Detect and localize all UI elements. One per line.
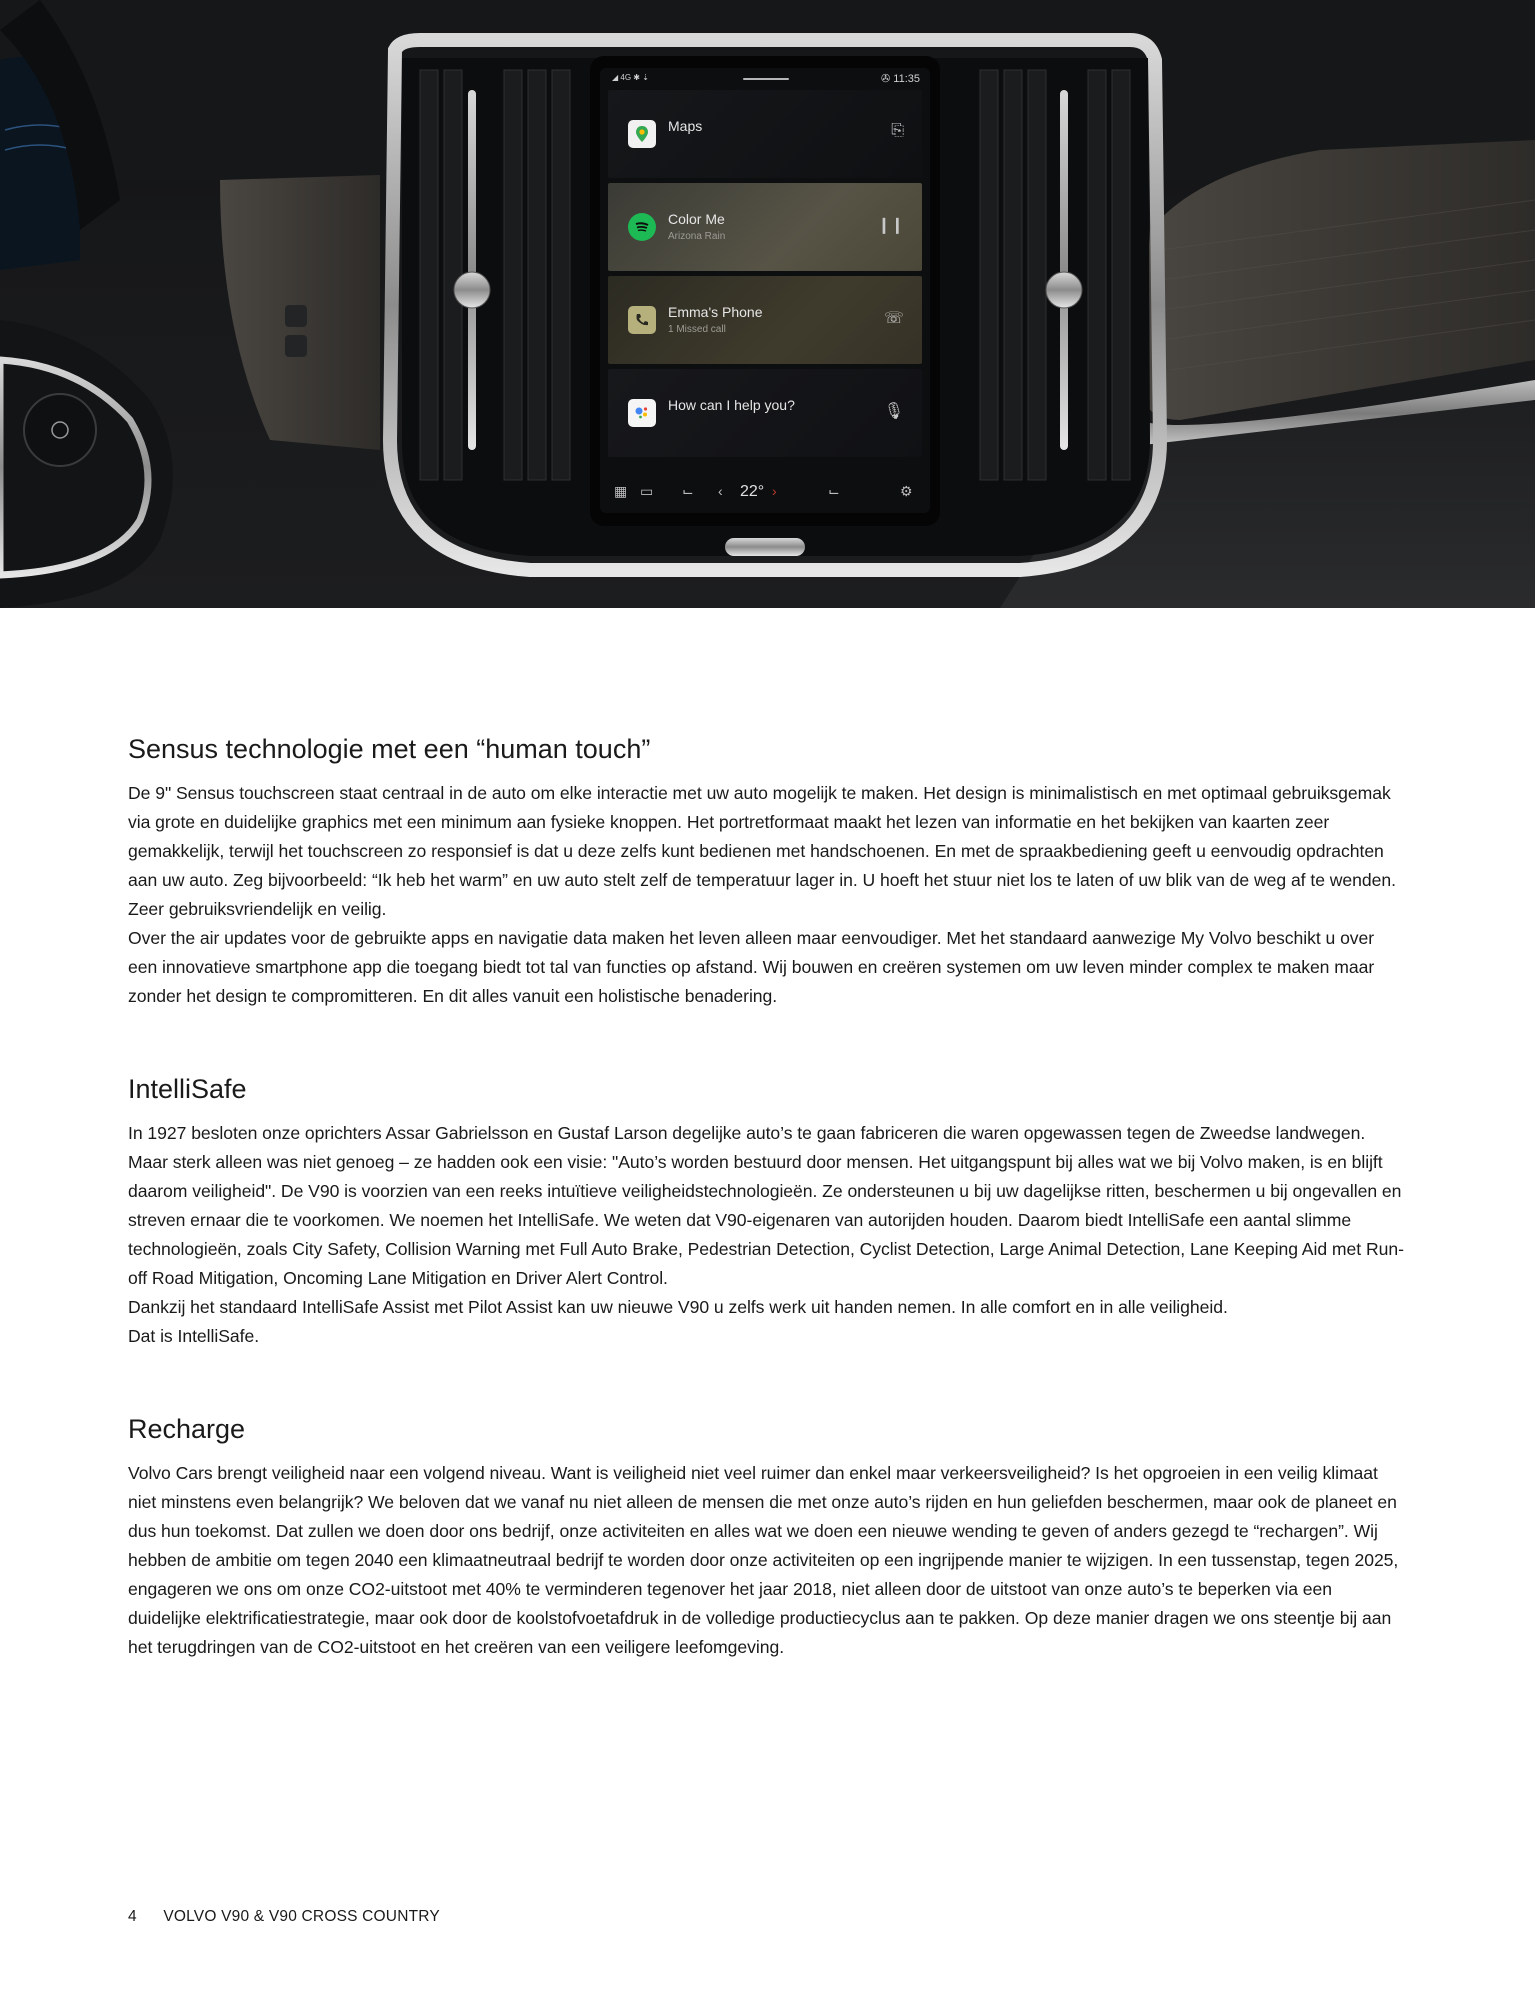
section-heading: IntelliSafe	[128, 1074, 247, 1104]
paragraph: Volvo Cars brengt veiligheid naar een volgend niveau. Want is veiligheid niet veel ruimer dan enkel maar verkeersveiligheid? Is het opgroeien in een veilig klimaat niet minstens even belangrijk? We beloven dat we vanaf nu niet alleen de mensen die met onze auto’s rijden en hun geliefden beschermen, maar ook de planeet en dus hun toekomst. Dat zullen we doen door ons bedrijf, onze activiteiten en alles wat we doen een nieuwe wending te geven of anders gezegd te “rechargen”. Wij hebben de ambitie om tegen 2040 een klimaatneutraal bedrijf te worden door onze activiteiten op een ingrijpende manier te wijzigen. In een tussenstap, tegen 2025, engageren we ons om onze CO2-uitstoot met 40% te verminderen tegenover het jaar 2018, niet alleen door de uitstoot van onze auto’s te beperken via een duidelijke elektrificatiestrategie, maar ook door de koolstofvoetafdruk in de volledige productiecyclus aan te pakken. Op deze manier dragen we ons steentje bij aan het terugdringen van de CO2-uitstoot en het creëren van een veiligere leefomgeving.	[128, 1463, 1399, 1657]
temp-down-icon[interactable]: ‹	[718, 483, 723, 499]
pause-icon[interactable]: ❙❙	[877, 217, 904, 234]
clock: ✇ 11:35	[881, 73, 920, 85]
tile-phone[interactable]	[608, 276, 922, 364]
tile-subtitle: 1 Missed call	[668, 324, 726, 335]
section-sensus	[128, 734, 1408, 1011]
paragraph: Over the air updates voor de gebruikte apps en navigatie data maken het leven alleen maar eenvoudiger. Met het standaard aanwezige My Volvo beschikt u over een innovatieve smartphone app die toegang biedt tot tal van functies op afstand. Wij bouwen en creëren systemen om uw leven minder complex te maken maar zonder het design te compromitteren. En dit alles vanuit een holistische benadering.	[128, 928, 1375, 1006]
phone-icon	[628, 306, 656, 334]
page-number: 4	[128, 1908, 137, 1925]
tile-title: How can I help you?	[668, 397, 795, 413]
seat-heat-icon[interactable]: ⌙	[828, 483, 840, 499]
climate-temperature[interactable]: 22°	[740, 483, 765, 500]
section-heading: Recharge	[128, 1414, 246, 1444]
seat-icon[interactable]: ⌙	[682, 483, 694, 499]
tile-music[interactable]	[608, 183, 922, 271]
climate-bar	[600, 471, 930, 513]
section-heading: Sensus technologie met een “human touch”	[128, 734, 651, 764]
google-assistant-icon	[628, 399, 656, 427]
camera-icon[interactable]: ▭	[640, 483, 654, 499]
tile-title: Maps	[668, 118, 703, 134]
status-bar	[600, 68, 930, 88]
sensus-touchscreen	[600, 68, 930, 513]
maps-icon	[628, 120, 656, 148]
paragraph: Dankzij het standaard IntelliSafe Assist met Pilot Assist kan uw nieuwe V90 u zelfs werk uit handen nemen. In alle comfort en in alle veiligheid.	[128, 1297, 1228, 1317]
tile-maps[interactable]	[608, 90, 922, 178]
home-grid-icon[interactable]: ▦	[614, 483, 628, 499]
footer-title: VOLVO V90 & V90 CROSS COUNTRY	[163, 1908, 440, 1925]
navigation-icon[interactable]: ⎘	[891, 122, 904, 139]
tile-title: Color Me	[668, 211, 725, 227]
spotify-icon	[628, 213, 656, 241]
microphone-icon[interactable]: 🎙︎	[883, 403, 904, 420]
tile-assistant[interactable]	[608, 369, 922, 457]
temp-up-icon[interactable]: ›	[772, 483, 777, 499]
tile-title: Emma's Phone	[668, 304, 763, 320]
paragraph: Dat is IntelliSafe.	[128, 1326, 260, 1346]
paragraph: In 1927 besloten onze oprichters Assar Gabrielsson en Gustaf Larson degelijke auto’s te gaan fabriceren die waren opgewassen tegen de Zweedse landwegen. Maar sterk alleen was niet genoeg – ze hadden ook een visie: "Auto’s worden bestuurd door mensen. Het uitgangspunt bij alles wat we bij Volvo maken, is en blijft daarom veiligheid". De V90 is voorzien van een reeks intuïtieve veiligheidstechnologieën. Ze ondersteunen u bij uw dagelijkse ritten, beschermen u bij ongevallen en streven ernaar die te voorkomen. We noemen het IntelliSafe. We weten dat V90-eigenaren van autorijden houden. Daarom biedt IntelliSafe een aantal slimme technologieën, zoals City Safety, Collision Warning met Full Auto Brake, Pedestrian Detection, Cyclist Detection, Large Animal Detection, Lane Keeping Aid met Run-off Road Mitigation, Oncoming Lane Mitigation en Driver Alert Control.	[128, 1123, 1404, 1288]
signal-indicator: ◢ 4G ✱ ⇣	[612, 73, 649, 82]
section-intellisafe	[128, 1074, 1408, 1351]
pull-down-handle[interactable]	[743, 78, 789, 80]
section-recharge	[128, 1414, 1408, 1662]
paragraph: De 9" Sensus touchscreen staat centraal in de auto om elke interactie met uw auto mogelijk te maken. Het design is minimalistisch en met optimaal gebruiksgemak via grote en duidelijke graphics met een minimum aan fysieke knoppen. Het portretformaat maakt het lezen van informatie en het bekijken van kaarten zeer gemakkelijk, terwijl het touchscreen zo responsief is dat u deze zelfs kunt bedienen met handschoenen. En met de spraakbediening geeft u eenvoudig opdrachten aan uw auto. Zeg bijvoorbeeld: “Ik heb het warm” en uw auto stelt zelf de temperatuur lager in. U hoeft het stuur niet los te laten of uw blik van de weg af te wenden. Zeer gebruiksvriendelijk en veilig.	[128, 783, 1396, 919]
page-footer	[128, 1908, 440, 1926]
settings-gear-icon[interactable]: ⚙	[900, 483, 913, 499]
tile-subtitle: Arizona Rain	[668, 231, 726, 242]
dashboard-photo	[0, 0, 1535, 608]
hang-up-icon[interactable]: ☏	[883, 310, 904, 327]
